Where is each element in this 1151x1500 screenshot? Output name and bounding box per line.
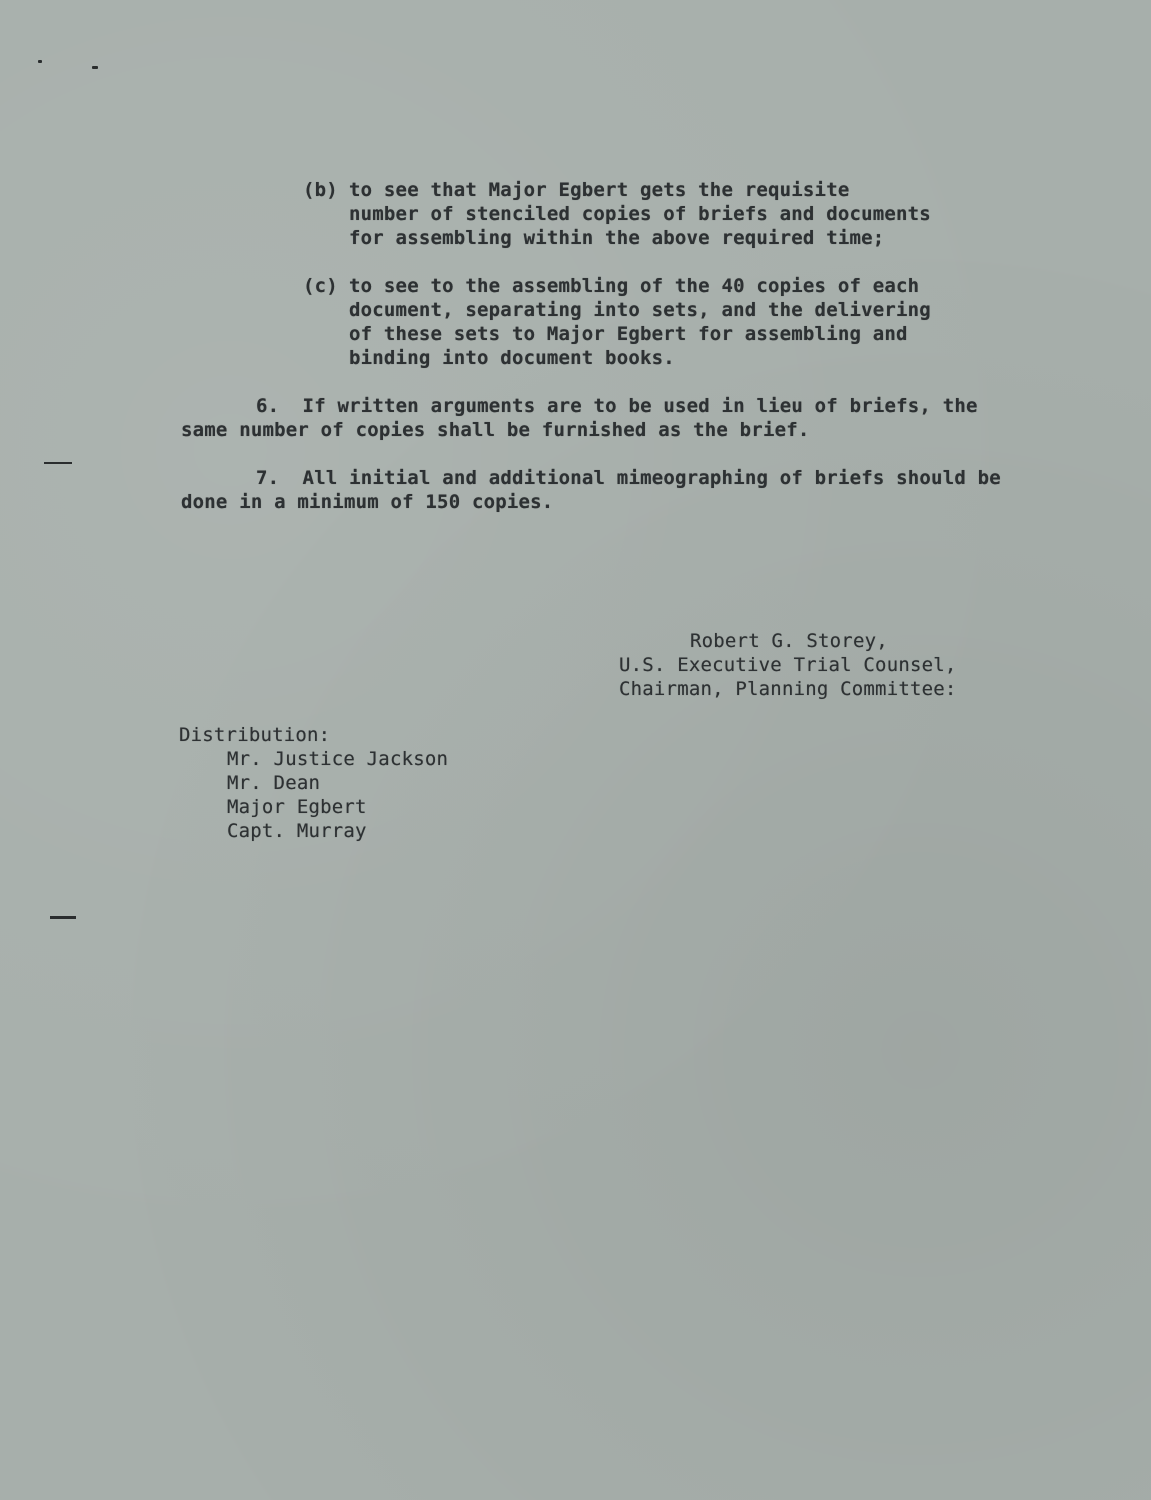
ink-speck	[92, 66, 98, 69]
distribution-recipient: Major Egbert	[227, 796, 367, 818]
item-c-line: to see to the assembling of the 40 copies of each	[349, 275, 920, 297]
paragraph-7-line: 7. All initial and additional mimeographing of briefs should be	[256, 467, 1001, 489]
item-c-line: document, separating into sets, and the delivering	[349, 299, 931, 321]
distribution-recipient: Mr. Justice Jackson	[227, 748, 449, 770]
distribution-recipient: Capt. Murray	[227, 820, 367, 842]
item-b-line: for assembling within the above required time;	[349, 227, 885, 249]
item-c-line: of these sets to Major Egbert for assembling and	[349, 323, 908, 345]
signature-title: Chairman, Planning Committee:	[619, 678, 957, 700]
item-c-label: (c)	[303, 275, 338, 297]
paragraph-6-line: same number of copies shall be furnished as the brief.	[181, 419, 810, 441]
distribution-recipient: Mr. Dean	[227, 772, 321, 794]
ink-speck	[38, 60, 42, 63]
paragraph-6-line: 6. If written arguments are to be used in lieu of briefs, the	[256, 395, 978, 417]
item-c-line: binding into document books.	[349, 347, 675, 369]
signature-name: Robert G. Storey,	[690, 630, 888, 652]
paragraph-7-line: done in a minimum of 150 copies.	[181, 491, 554, 513]
margin-mark	[50, 916, 76, 919]
distribution-heading: Distribution:	[179, 724, 331, 746]
signature-title: U.S. Executive Trial Counsel,	[619, 654, 957, 676]
margin-mark	[44, 462, 72, 464]
item-b-label: (b)	[303, 179, 338, 201]
item-b-line: to see that Major Egbert gets the requisite	[349, 179, 850, 201]
item-b-line: number of stenciled copies of briefs and documents	[349, 203, 931, 225]
